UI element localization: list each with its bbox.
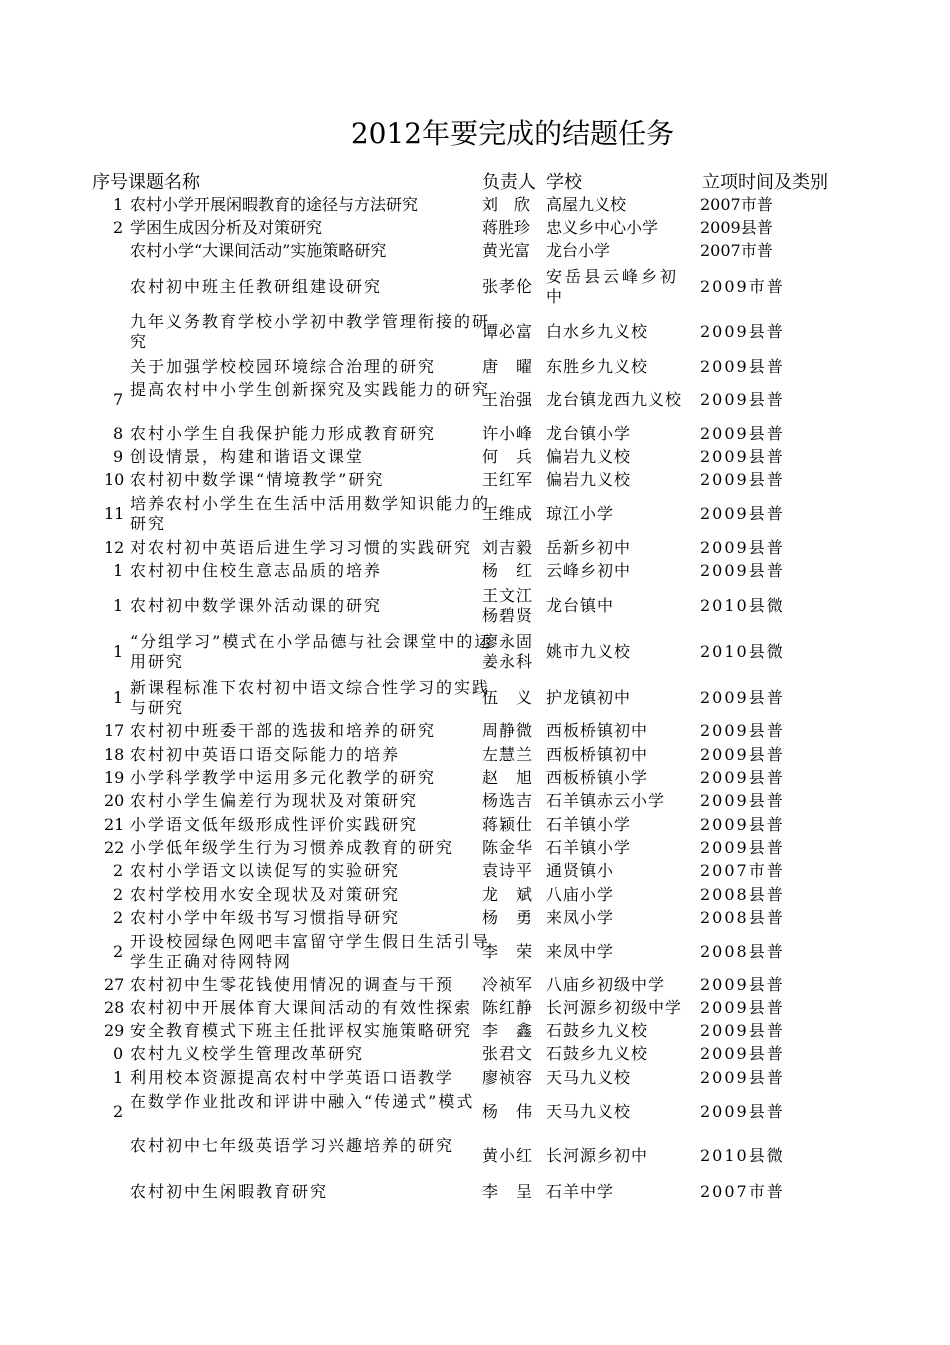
row-leader: 王治强: [482, 390, 534, 409]
row-leader: 杨选吉: [482, 791, 534, 810]
row-school: 西板桥镇小学: [546, 768, 649, 787]
row-time-type: 2010县微: [700, 596, 785, 615]
row-time-type: 2010县微: [700, 642, 785, 661]
row-school: 石鼓乡九义校: [546, 1044, 649, 1063]
row-leader: 王红军: [482, 470, 534, 489]
row-title: 农村小学语文以读促写的实验研究: [130, 861, 401, 880]
row-number: 27: [104, 975, 125, 994]
row-time-type: 2009县普: [700, 768, 785, 787]
row-school: 东胜乡九义校: [546, 357, 649, 376]
row-title: 农村初中开展体育大课间活动的有效性探索: [130, 998, 473, 1017]
row-title: 农村九义校学生管理改革研究: [130, 1044, 365, 1063]
row-leader: 李 荣: [482, 942, 534, 961]
row-leader: 冷祯军: [482, 975, 534, 994]
row-leader: 杨 勇: [482, 908, 534, 927]
row-time-type: 2008县普: [700, 942, 785, 961]
row-title: 提高农村中小学生创新探究及实践能力的研究: [130, 380, 491, 399]
row-school: 岳新乡初中: [546, 538, 632, 557]
row-number: 2: [113, 861, 124, 880]
row-school: 忠义乡中心小学: [546, 218, 659, 237]
row-time-type: 2008县普: [700, 908, 785, 927]
row-leader: 杨 红: [482, 561, 534, 580]
row-school: 西板桥镇初中: [546, 721, 649, 740]
row-number: 2: [113, 218, 124, 237]
row-title: 农村初中七年级英语学习兴趣培养的研究: [130, 1136, 455, 1155]
row-school: 偏岩九义校: [546, 470, 632, 489]
row-school: 姚市九义校: [546, 642, 632, 661]
row-title: 农村小学“大课间活动”实施策略研究: [130, 241, 387, 260]
row-title: 农村初中班主任教研组建设研究: [130, 277, 383, 296]
row-title: 农村初中住校生意志品质的培养: [130, 561, 383, 580]
row-time-type: 2009县普: [700, 447, 785, 466]
row-school: 琼江小学: [546, 504, 615, 523]
row-number: 28: [104, 998, 125, 1017]
row-title: 农村初中数学课外活动课的研究: [130, 596, 383, 615]
row-time-type: 2009市普: [700, 277, 785, 296]
row-title: 培养农村小学生在生活中活用数学知识能力的研究: [130, 494, 491, 533]
row-time-type: 2009县普: [700, 470, 785, 489]
row-time-type: 2007市普: [700, 241, 773, 260]
row-leader: 袁诗平: [482, 861, 534, 880]
row-time-type: 2009县普: [700, 975, 785, 994]
row-number: 0: [113, 1044, 124, 1063]
row-time-type: 2009县普: [700, 561, 785, 580]
row-school: 石羊中学: [546, 1182, 615, 1201]
row-number: 2: [113, 908, 124, 927]
row-number: 7: [113, 390, 124, 409]
row-number: 18: [104, 745, 125, 764]
row-number: 2: [113, 885, 124, 904]
row-school: 白水乡九义校: [546, 322, 649, 341]
row-title: 农村初中英语口语交际能力的培养: [130, 745, 401, 764]
row-title: 农村初中数学课“情境教学”研究: [130, 470, 385, 489]
row-leader: 王文江 杨碧贤: [482, 586, 534, 625]
row-school: 通贤镇小: [546, 861, 615, 880]
row-leader: 蒋颖仕: [482, 815, 534, 834]
row-time-type: 2009县普: [700, 1044, 785, 1063]
row-time-type: 2009县普: [700, 1068, 785, 1087]
row-title: 在数学作业批改和评讲中融入“传递式”模式: [130, 1092, 475, 1111]
row-school: 石羊镇小学: [546, 838, 632, 857]
row-time-type: 2009县普: [700, 791, 785, 810]
row-school: 八庙小学: [546, 885, 615, 904]
row-number: 1: [113, 1068, 124, 1087]
row-leader: 王维成: [482, 504, 534, 523]
row-leader: 蒋胜珍: [482, 218, 531, 237]
row-number: 19: [104, 768, 125, 787]
row-title: 学困生成因分析及对策研究: [130, 218, 323, 237]
row-leader: 伍 义: [482, 688, 534, 707]
row-leader: 黄小红: [482, 1146, 534, 1165]
row-title: 农村小学生自我保护能力形成教育研究: [130, 424, 437, 443]
row-title: 利用校本资源提高农村中学英语口语教学: [130, 1068, 455, 1087]
row-time-type: 2008县普: [700, 885, 785, 904]
row-school: 龙台镇龙西九义校: [546, 390, 683, 409]
row-leader: 刘 欣: [482, 195, 531, 214]
row-number: 8: [113, 424, 124, 443]
row-leader: 谭必富: [482, 322, 534, 341]
row-school: 天马九义校: [546, 1068, 632, 1087]
row-number: 1: [113, 195, 124, 214]
row-school: 石羊镇小学: [546, 815, 632, 834]
row-title: 农村小学中年级书写习惯指导研究: [130, 908, 401, 927]
row-leader: 许小峰: [482, 424, 534, 443]
row-title: 关于加强学校校园环境综合治理的研究: [130, 357, 437, 376]
row-title: 小学语文低年级形成性评价实践研究: [130, 815, 419, 834]
row-time-type: 2009县普: [700, 688, 785, 707]
row-number: 29: [104, 1021, 125, 1040]
row-school: 天马九义校: [546, 1102, 632, 1121]
row-school: 龙台镇小学: [546, 424, 632, 443]
row-time-type: 2009县普: [700, 424, 785, 443]
row-time-type: 2009县普: [700, 1102, 785, 1121]
row-time-type: 2010县微: [700, 1146, 785, 1165]
row-school: 八庙乡初级中学: [546, 975, 666, 994]
row-leader: 陈金华: [482, 838, 534, 857]
row-number: 2: [113, 1102, 124, 1121]
row-school: 石鼓乡九义校: [546, 1021, 649, 1040]
row-number: 1: [113, 642, 124, 661]
row-leader: 左慧兰: [482, 745, 534, 764]
row-time-type: 2009县普: [700, 390, 785, 409]
page-title: 2012年要完成的结题任务: [350, 117, 675, 150]
row-title: 创设情景，构建和谐语文课堂: [130, 447, 365, 466]
row-time-type: 2009县普: [700, 745, 785, 764]
row-title: 农村初中生零花钱使用情况的调查与干预: [130, 975, 455, 994]
header-school: 学校: [546, 172, 582, 193]
row-school: 长河源乡初级中学: [546, 998, 683, 1017]
row-school: 高屋九义校: [546, 195, 627, 214]
row-title: 新课程标准下农村初中语文综合性学习的实践与研究: [130, 678, 491, 717]
row-number: 11: [104, 504, 125, 523]
row-number: 17: [104, 721, 125, 740]
row-school: 云峰乡初中: [546, 561, 632, 580]
row-leader: 廖永固 姜永科: [482, 632, 534, 671]
row-leader: 龙 斌: [482, 885, 534, 904]
row-title: 农村初中生闲暇教育研究: [130, 1182, 329, 1201]
row-school: 护龙镇初中: [546, 688, 632, 707]
row-time-type: 2009县普: [700, 218, 773, 237]
row-leader: 周静微: [482, 721, 534, 740]
row-school: 长河源乡初中: [546, 1146, 649, 1165]
row-title: 农村初中班委干部的选拔和培养的研究: [130, 721, 437, 740]
row-title: 农村小学开展闲暇教育的途径与方法研究: [130, 195, 419, 214]
row-school: 来凤小学: [546, 908, 615, 927]
row-title: 九年义务教育学校小学初中教学管理衔接的研究: [130, 312, 491, 351]
row-school: 龙台小学: [546, 241, 611, 260]
row-number: 9: [113, 447, 124, 466]
row-time-type: 2009县普: [700, 504, 785, 523]
row-time-type: 2009县普: [700, 538, 785, 557]
row-time-type: 2007市普: [700, 195, 773, 214]
row-leader: 张孝伦: [482, 277, 534, 296]
row-school: 西板桥镇初中: [546, 745, 649, 764]
row-time-type: 2007市普: [700, 861, 785, 880]
row-title: 开设校园绿色网吧丰富留守学生假日生活引导学生正确对待网特网: [130, 932, 491, 971]
row-leader: 何 兵: [482, 447, 534, 466]
row-number: 12: [104, 538, 125, 557]
row-leader: 杨 伟: [482, 1102, 534, 1121]
row-time-type: 2009县普: [700, 815, 785, 834]
row-time-type: 2009县普: [700, 1021, 785, 1040]
header-time-type: 立项时间及类别: [702, 172, 828, 193]
header-seq-title: 序号课题名称: [92, 172, 200, 193]
row-school: 石羊镇赤云小学: [546, 791, 666, 810]
row-title: 小学低年级学生行为习惯养成教育的研究: [130, 838, 455, 857]
row-leader: 李 鑫: [482, 1021, 534, 1040]
row-school: 偏岩九义校: [546, 447, 632, 466]
row-time-type: 2009县普: [700, 357, 785, 376]
row-number: 21: [104, 815, 125, 834]
header-leader: 负责人: [482, 172, 536, 193]
row-leader: 唐 曜: [482, 357, 534, 376]
row-leader: 刘吉毅: [482, 538, 534, 557]
row-number: 2: [113, 942, 124, 961]
row-leader: 陈红静: [482, 998, 534, 1017]
row-title: 农村学校用水安全现状及对策研究: [130, 885, 401, 904]
row-number: 1: [113, 596, 124, 615]
row-school: 安岳县云峰乡初中: [546, 267, 680, 306]
row-time-type: 2009县普: [700, 998, 785, 1017]
row-title: 小学科学教学中运用多元化教学的研究: [130, 768, 437, 787]
row-title: “分组学习”模式在小学品德与社会课堂中的运用研究: [130, 632, 493, 671]
row-title: 安全教育模式下班主任批评权实施策略研究: [130, 1021, 473, 1040]
row-school: 来凤中学: [546, 942, 615, 961]
row-number: 10: [104, 470, 125, 489]
row-leader: 廖祯容: [482, 1068, 534, 1087]
row-title: 对农村初中英语后进生学习习惯的实践研究: [130, 538, 473, 557]
row-time-type: 2009县普: [700, 838, 785, 857]
row-number: 1: [113, 688, 124, 707]
row-number: 22: [104, 838, 125, 857]
row-number: 1: [113, 561, 124, 580]
row-leader: 李 呈: [482, 1182, 534, 1201]
row-leader: 黄光富: [482, 241, 531, 260]
row-leader: 赵 旭: [482, 768, 534, 787]
row-time-type: 2007市普: [700, 1182, 785, 1201]
row-school: 龙台镇中: [546, 596, 615, 615]
row-time-type: 2009县普: [700, 322, 785, 341]
row-leader: 张君文: [482, 1044, 534, 1063]
row-time-type: 2009县普: [700, 721, 785, 740]
row-number: 20: [104, 791, 125, 810]
row-title: 农村小学生偏差行为现状及对策研究: [130, 791, 419, 810]
